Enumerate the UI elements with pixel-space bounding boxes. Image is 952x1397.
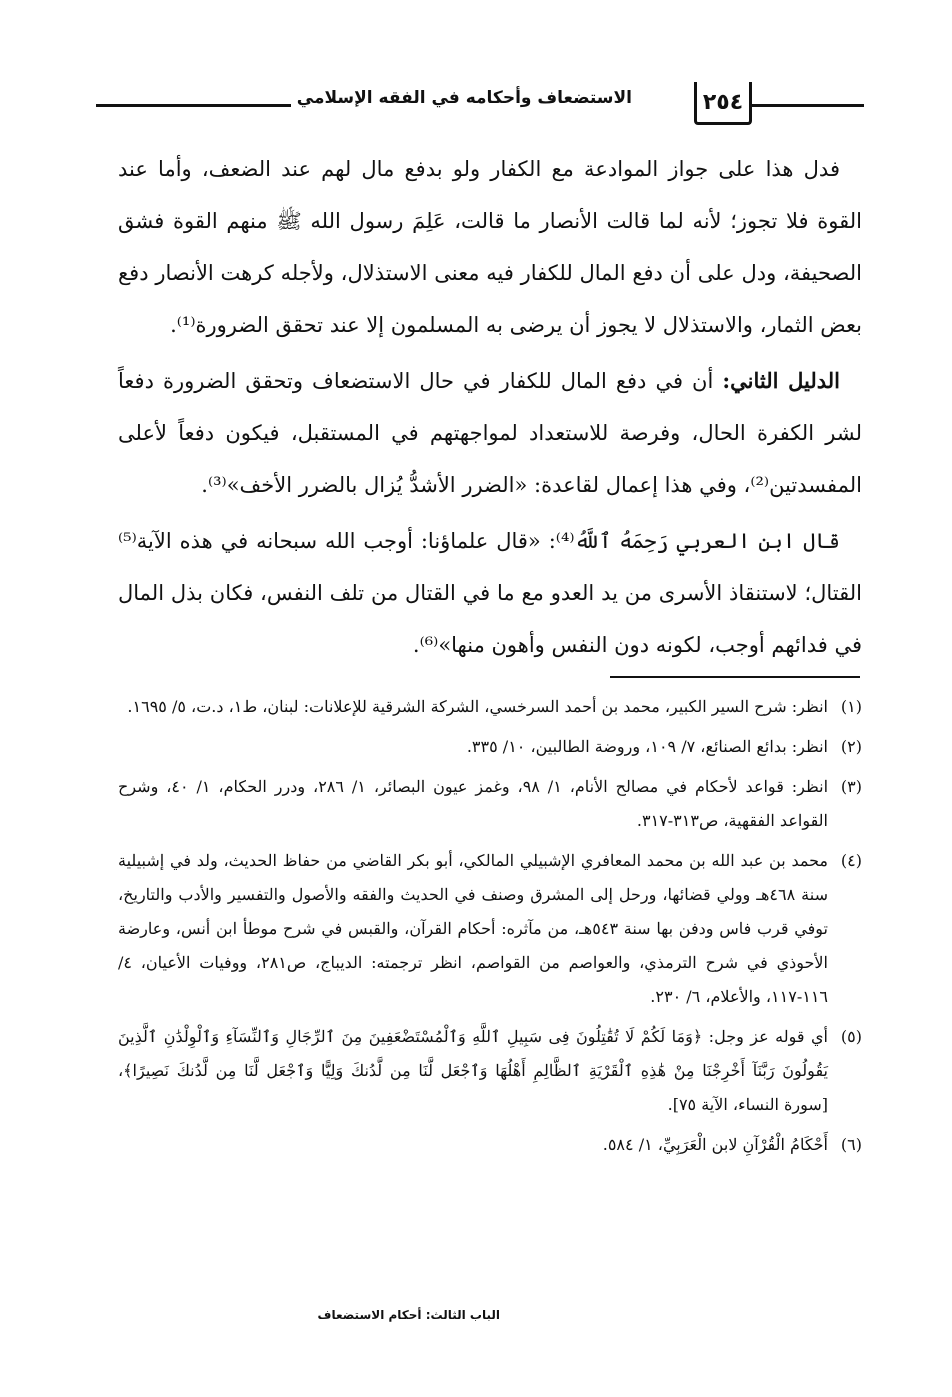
footnote-number: (٣): [840, 777, 862, 796]
footnote-text: انظر: بدائع الصنائع، ٧/ ١٠٩، وروضة الطالبين، ١٠/ ٣٣٥.: [466, 737, 828, 756]
footnote-1: [118, 690, 862, 724]
paragraph-2: [118, 355, 862, 511]
footnote-3: [118, 770, 862, 838]
paragraph-1: فدل هذا على جواز الموادعة مع الكفار ولو بدفع مال لهم عند الضعف، وأما عند القوة فلا تجوز؛ لأنه لما قالت الأنصار ما قالت، عَلِمَ رسول الله ﷺ منهم القوة فشق الصحيفة، ودل على أن دفع المال للكفار فيه معنى الاستذلال، ولأجله كرهت الأنصار دفع بعض الثمار، والاستذلال لا يجوز أن يرضى به المسلمون إلا عند تحقق الضرورة⁽¹⁾.: [118, 157, 862, 337]
evidence-heading: الدليل الثاني:: [722, 368, 841, 393]
footnote-text: أَحْكَامُ الْقُرْآنِ لابن الْعَرَبِيِّ، ١/ ٥٨٤.: [602, 1135, 828, 1154]
footnote-6: [118, 1128, 862, 1162]
footnote-text: انظر: شرح السير الكبير، محمد بن أحمد السرخسي، الشركة الشرقية للإعلانات: لبنان، ط١، د.ت، ٥/ ١٦٩٥.: [127, 697, 828, 716]
paragraph-3: قال ابن العربي رَحِمَهُ ٱللَّهُ⁽⁴⁾: «قال علماؤنا: أوجب الله سبحانه في هذه الآية⁽⁵⁾ القتال؛ لاستنقاذ الأسرى من يد العدو مع ما في القتال من تلف النفس، فكان بذل المال في فدائهم أوجب، لكونه دون النفس وأهون منها»⁽⁶⁾.: [118, 529, 862, 657]
paragraph-2-text: أن في دفع المال للكفار في حال الاستضعاف وتحقق الضرورة دفعاً لشر الكفرة الحال، وفرصة للاستعداد لمواجهتهم في المستقبل، فيكون دفعاً لأعلى المفسدتين⁽²⁾، وفي هذا إعمال لقاعدة: «الضرر الأشدُّ يُزال بالضرر الأخف»⁽³⁾.: [118, 369, 862, 497]
footnote-5: [118, 1020, 862, 1122]
footnote-number: (٦): [840, 1135, 862, 1154]
footnote-number: (٥): [840, 1027, 862, 1046]
footnote-4: [118, 844, 862, 1014]
running-title: الاستضعاف وأحكامه في الفقه الإسلامي: [291, 88, 638, 108]
footnote-number: (٢): [840, 737, 862, 756]
page-footer: الباب الثالث: أحكام الاستضعاف: [317, 1308, 500, 1322]
main-text: [118, 143, 862, 675]
header-rule-right: [746, 104, 864, 107]
footnote-text: انظر: قواعد لأحكام في مصالح الأنام، ١/ ٩٨، وغمز عيون البصائر، ١/ ٢٨٦، ودرر الحكام، ١/ ٤٠، وشرح القواعد الفقهية، ص٣١٣-٣١٧.: [118, 777, 829, 830]
footnote-text: أي قوله عز وجل: ﴿وَمَا لَكُمْ لَا تُقَٰتِلُونَ فِى سَبِيلِ ٱللَّهِ وَٱلْمُسْتَضْعَفِينَ مِنَ ٱلرِّجَالِ وَٱلنِّسَآءِ وَٱلْوِلْدَٰنِ ٱلَّذِينَ يَقُولُونَ رَبَّنَآ أَخْرِجْنَا مِنْ هَٰذِهِ ٱلْقَرْيَةِ ٱلظَّالِمِ أَهْلُهَا وَٱجْعَل لَّنَا مِن لَّدُنكَ وَلِيًّا وَٱجْعَل لَّنَا مِن لَّدُنكَ نَصِيرًا﴾، [سورة النساء، الآية ٧٥].: [118, 1027, 828, 1114]
footnotes: [118, 690, 862, 1168]
footnote-number: (٤): [840, 851, 862, 870]
footnote-2: [118, 730, 862, 764]
footnote-text: محمد بن عبد الله بن محمد المعافري الإشبيلي المالكي، أبو بكر القاضي من حفاظ الحديث، ولد في إشبيلية سنة ٤٦٨هـ وولي قضائها، ورحل إلى المشرق وصنف في الحديث والفقه والأصول والتفسير والأدب والتاريخ، توفي قرب فاس ودفن بها سنة ٥٤٣هـ، من مآثره: أحكام القرآن، والقبس في شرح موطأ ابن أنس، وعارضة الأحوذي في شرح الترمذي، والعواصم من القواصم، انظر ترجمته: الديباج، ص٢٨١، ووفيات الأعيان، ٤/ ١١٦-١١٧، والأعلام، ٦/ ٢٣٠.: [118, 851, 829, 1006]
footnote-number: (١): [840, 697, 862, 716]
page-number: ٢٥٤: [694, 82, 752, 125]
page-header: [96, 80, 864, 130]
footnote-separator: [610, 676, 860, 678]
